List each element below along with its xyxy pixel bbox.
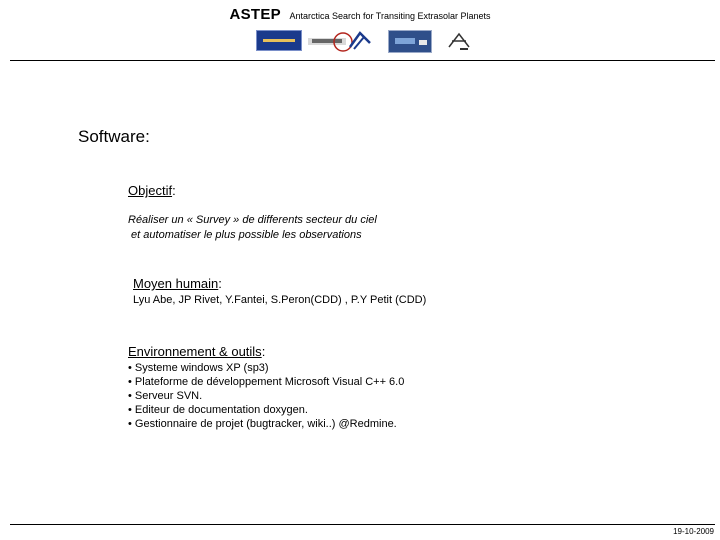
- slide-title: Software:: [78, 127, 150, 146]
- footer-rule: [10, 524, 715, 525]
- slide-header: [0, 6, 720, 24]
- people-text: Lyu Abe, JP Rivet, Y.Fantei, S.Peron(CDD) , P.Y Petit (CDD): [133, 294, 427, 306]
- environment-list: [128, 361, 404, 431]
- logo-strip: [252, 27, 492, 55]
- objective-heading-colon: :: [172, 183, 176, 198]
- list-item: • Gestionnaire de projet (bugtracker, wiki..) @Redmine.: [128, 418, 397, 430]
- slide-date: 19-10-2009: [673, 527, 714, 536]
- objective-heading: [128, 183, 176, 198]
- environment-heading-text: Environnement & outils: [128, 344, 262, 359]
- dlr-logo: [446, 29, 472, 53]
- list-item: • Plateforme de développement Microsoft Visual C++ 6.0: [128, 376, 405, 388]
- header-title: ASTEP: [229, 6, 281, 23]
- ohp-logo: [330, 27, 376, 55]
- objective-line: et automatiser le plus possible les observations: [128, 228, 362, 241]
- people-heading: [133, 276, 222, 291]
- concordia-logo: [256, 30, 302, 51]
- header-rule: [10, 60, 715, 61]
- environment-heading: [128, 344, 265, 359]
- list-item: • Serveur SVN.: [128, 390, 203, 402]
- objective-line: Réaliser un « Survey » de differents secteur du ciel: [128, 214, 377, 226]
- header-subtitle: Antarctica Search for Transiting Extrasolar Planets: [289, 11, 491, 21]
- environment-heading-colon: :: [261, 344, 266, 359]
- oca-logo: [388, 30, 432, 53]
- objective-heading-text: Objectif: [128, 183, 173, 198]
- people-heading-colon: :: [218, 276, 222, 291]
- list-item: • Systeme windows XP (sp3): [128, 362, 269, 374]
- list-item: • Editeur de documentation doxygen.: [128, 404, 308, 416]
- objective-text: [128, 213, 377, 242]
- people-heading-text: Moyen humain: [133, 276, 219, 291]
